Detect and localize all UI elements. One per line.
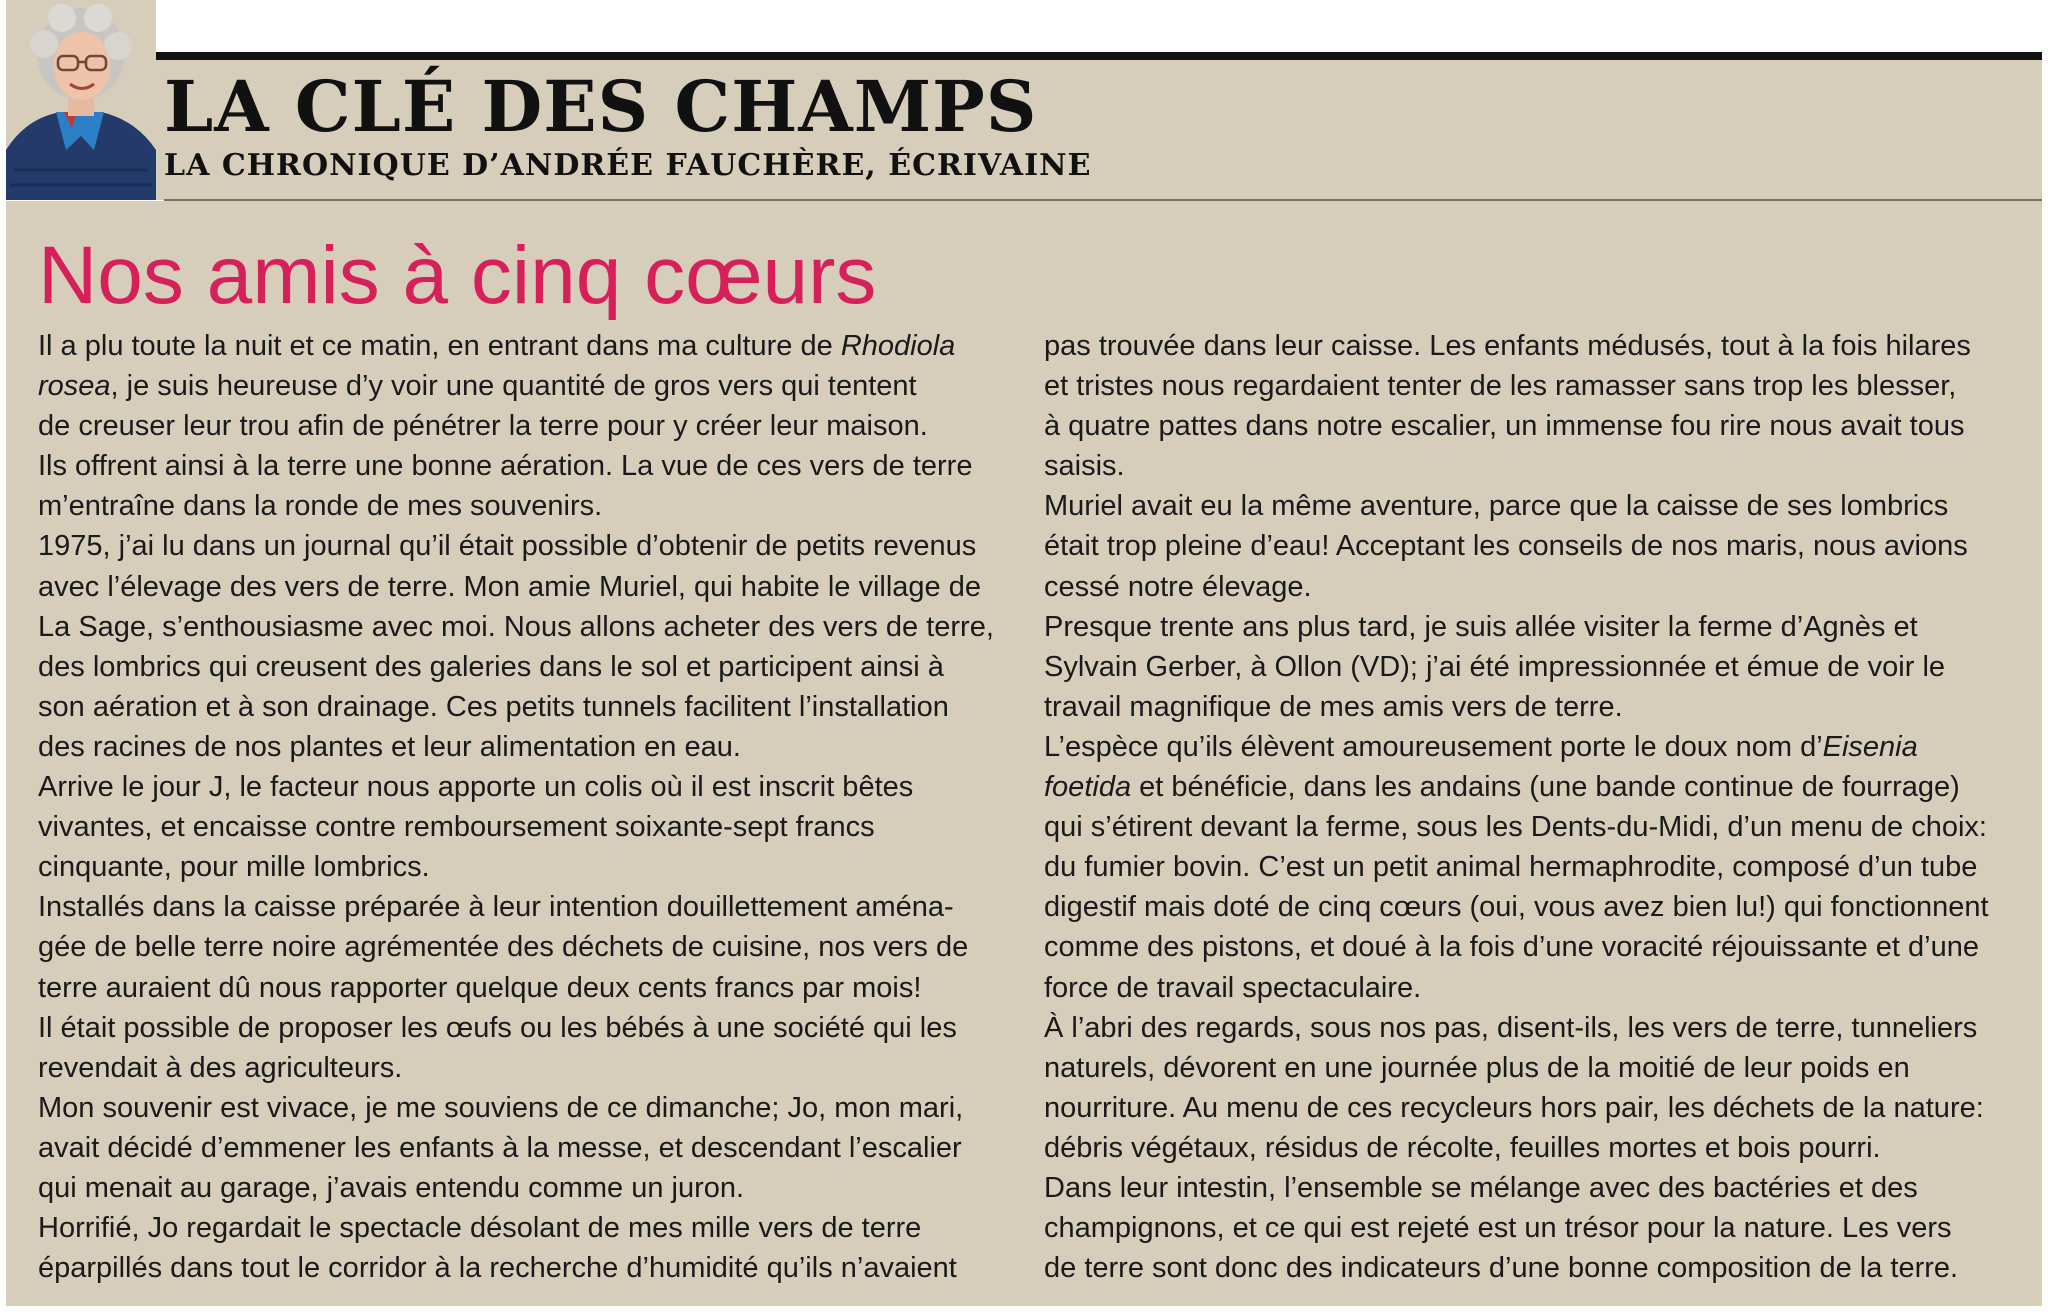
- text-run: qui menait au garage, j’avais entendu comme un juron.: [38, 1171, 745, 1204]
- text-run: des racines de nos plantes et leur alimentation en eau.: [38, 730, 741, 763]
- text-run: du fumier bovin. C’est un petit animal hermaphrodite, composé d’un tube: [1044, 851, 1978, 884]
- text-run: L’espèce qu’ils élèvent amoureusement porte le doux nom d’: [1044, 730, 1823, 763]
- text-run: saisis.: [1044, 450, 1125, 483]
- left-column-text-line: [38, 486, 1008, 526]
- left-column-text-line: [38, 1168, 1008, 1208]
- text-run: Presque trente ans plus tard, je suis allée visiter la ferme d’Agnès et: [1044, 610, 1918, 643]
- text-run: débris végétaux, résidus de récolte, feuilles mortes et bois pourri.: [1044, 1131, 1881, 1164]
- left-column-text-line: [38, 767, 1008, 807]
- author-portrait-icon: [6, 0, 156, 200]
- text-run: Ils offrent ainsi à la terre une bonne aération. La vue de ces vers de terre: [38, 450, 973, 483]
- text-run: cessé notre élevage.: [1044, 570, 1312, 603]
- text-run: pas trouvée dans leur caisse. Les enfants médusés, tout à la fois hilares: [1044, 330, 1971, 362]
- left-column-text-line: [38, 647, 1008, 687]
- left-column-text-line: [38, 366, 1008, 406]
- text-run: vivantes, et encaisse contre remboursement soixante-sept francs: [38, 811, 875, 844]
- text-run: cinquante, pour mille lombrics.: [38, 851, 430, 884]
- text-run: travail magnifique de mes amis vers de terre.: [1044, 690, 1623, 723]
- text-run: et tristes nous regardaient tenter de les ramasser sans trop les blesser,: [1044, 370, 1957, 403]
- text-run: , je suis heureuse d’y voir une quantité de gros vers qui tentent: [110, 370, 917, 403]
- right-column-text-line: [1044, 526, 2024, 566]
- text-run: nourriture. Au menu de ces recycleurs hors pair, les déchets de la nature:: [1044, 1091, 1984, 1124]
- left-column-text-line: [38, 1128, 1008, 1168]
- right-column-text-line: [1044, 647, 2024, 687]
- left-column-text-line: [38, 847, 1008, 887]
- left-column-text-line: [38, 927, 1008, 967]
- article-column-left: [38, 326, 1008, 1288]
- author-portrait: [6, 0, 156, 200]
- italic-text: rosea: [38, 370, 111, 403]
- text-run: éparpillés dans tout le corridor à la recherche d’humidité qu’ils n’avaient: [38, 1252, 957, 1285]
- text-run: de creuser leur trou afin de pénétrer la terre pour y créer leur maison.: [38, 410, 928, 443]
- text-run: terre auraient dû nous rapporter quelque deux cents francs par mois!: [38, 971, 922, 1004]
- text-run: comme des pistons, et doué à la fois d’une voracité réjouissante et d’une: [1044, 931, 1979, 964]
- right-column-text-line: [1044, 406, 2024, 446]
- right-column-text-line: [1044, 767, 2024, 807]
- text-run: son aération et à son drainage. Ces petits tunnels facilitent l’installation: [38, 690, 949, 723]
- right-column-text-line: [1044, 727, 2024, 767]
- left-column-text-line: [38, 1008, 1008, 1048]
- text-run: digestif mais doté de cinq cœurs (oui, vous avez bien lu!) qui fonctionnent: [1044, 891, 1989, 924]
- left-column-text-line: [38, 727, 1008, 767]
- text-run: était trop pleine d’eau! Acceptant les conseils de nos maris, nous avions: [1044, 530, 1968, 563]
- text-run: avec l’élevage des vers de terre. Mon amie Muriel, qui habite le village de: [38, 570, 981, 603]
- left-column-text-line: [38, 1088, 1008, 1128]
- text-run: Il était possible de proposer les œufs ou les bébés à une société qui les: [38, 1011, 957, 1044]
- right-column-text-line: [1044, 1168, 2024, 1208]
- text-run: Installés dans la caisse préparée à leur intention douillettement aména-: [38, 891, 954, 924]
- italic-text: Eisenia: [1822, 730, 1918, 763]
- right-column-text-line: [1044, 887, 2024, 927]
- header-bottom-rule: [164, 199, 2042, 201]
- text-run: naturels, dévorent en une journée plus de la moitié de leur poids en: [1044, 1051, 1910, 1084]
- text-run: m’entraîne dans la ronde de mes souvenirs.: [38, 490, 603, 523]
- right-column-text-line: [1044, 687, 2024, 727]
- right-column-text-line: [1044, 567, 2024, 607]
- right-column-text-line: [1044, 1088, 2024, 1128]
- right-column-text-line: [1044, 1208, 2024, 1248]
- left-column-text-line: [38, 968, 1008, 1008]
- left-column-text-line: [38, 687, 1008, 727]
- text-run: à quatre pattes dans notre escalier, un immense fou rire nous avait tous: [1044, 410, 1965, 443]
- right-column-text-line: [1044, 968, 2024, 1008]
- text-run: Sylvain Gerber, à Ollon (VD); j’ai été impressionnée et émue de voir le: [1044, 650, 1946, 683]
- left-column-text-line: [38, 526, 1008, 566]
- text-run: Horrifié, Jo regardait le spectacle désolant de mes mille vers de terre: [38, 1212, 922, 1245]
- text-run: force de travail spectaculaire.: [1044, 971, 1422, 1004]
- text-run: Arrive le jour J, le facteur nous apporte un colis où il est inscrit bêtes: [38, 771, 914, 804]
- text-run: revendait à des agriculteurs.: [38, 1051, 403, 1084]
- text-run: Il a plu toute la nuit et ce matin, en entrant dans ma culture de: [38, 330, 841, 362]
- text-run: La Sage, s’enthousiasme avec moi. Nous allons acheter des vers de terre,: [38, 610, 994, 643]
- column-byline: LA CHRONIQUE D’ANDRÉE FAUCHÈRE, ÉCRIVAINE: [164, 148, 1092, 183]
- text-run: champignons, et ce qui est rejeté est un trésor pour la nature. Les vers: [1044, 1212, 1952, 1245]
- right-column-text-line: [1044, 1248, 2024, 1288]
- text-run: gée de belle terre noire agrémentée des déchets de cuisine, nos vers de: [38, 931, 969, 964]
- column-kicker: LA CLÉ DES CHAMPS: [164, 65, 1038, 148]
- right-column-text-line: [1044, 366, 2024, 406]
- italic-text: foetida: [1044, 771, 1132, 804]
- right-column-text-line: [1044, 446, 2024, 486]
- left-column-text-line: [38, 567, 1008, 607]
- right-column-text-line: [1044, 1128, 2024, 1168]
- text-run: des lombrics qui creusent des galeries dans le sol et participent ainsi à: [38, 650, 944, 683]
- right-column-text-line: [1044, 927, 2024, 967]
- left-column-text-line: [38, 1208, 1008, 1248]
- left-column-text-line: [38, 887, 1008, 927]
- right-column-text-line: [1044, 1008, 2024, 1048]
- left-column-text-line: [38, 446, 1008, 486]
- left-column-text-line: [38, 607, 1008, 647]
- left-column-text-line: [38, 406, 1008, 446]
- article-headline: Nos amis à cinq cœurs: [38, 230, 877, 321]
- text-run: Dans leur intestin, l’ensemble se mélange avec des bactéries et des: [1044, 1171, 1918, 1204]
- left-column-text-line: [38, 326, 1008, 366]
- top-margin: [0, 0, 2048, 52]
- right-column-text-line: [1044, 326, 2024, 366]
- left-column-text-line: [38, 1248, 1008, 1288]
- text-run: avait décidé d’emmener les enfants à la messe, et descendant l’escalier: [38, 1131, 962, 1164]
- text-run: Muriel avait eu la même aventure, parce que la caisse de ses lombrics: [1044, 490, 1949, 523]
- text-run: qui s’étirent devant la ferme, sous les Dents-du-Midi, d’un menu de choix:: [1044, 811, 1987, 844]
- text-run: 1975, j’ai lu dans un journal qu’il était possible d’obtenir de petits revenus: [38, 530, 977, 563]
- right-column-text-line: [1044, 486, 2024, 526]
- article-column-right: [1044, 326, 2024, 1288]
- text-run: de terre sont donc des indicateurs d’une bonne composition de la terre.: [1044, 1252, 1959, 1285]
- header-top-rule: [6, 52, 2042, 60]
- left-column-text-line: [38, 807, 1008, 847]
- right-column-text-line: [1044, 1048, 2024, 1088]
- left-column-text-line: [38, 1048, 1008, 1088]
- text-run: À l’abri des regards, sous nos pas, disent-ils, les vers de terre, tunneliers: [1044, 1011, 1978, 1044]
- text-run: et bénéficie, dans les andains (une bande continue de fourrage): [1131, 771, 1960, 804]
- right-column-text-line: [1044, 807, 2024, 847]
- italic-text: Rhodiola: [840, 330, 956, 362]
- right-column-text-line: [1044, 847, 2024, 887]
- right-column-text-line: [1044, 607, 2024, 647]
- text-run: Mon souvenir est vivace, je me souviens de ce dimanche; Jo, mon mari,: [38, 1091, 964, 1124]
